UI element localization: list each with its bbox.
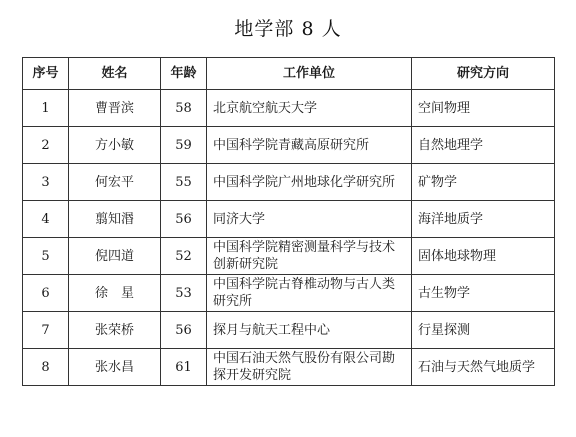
- cell-age: 58: [161, 90, 207, 127]
- header-name: 姓名: [69, 58, 161, 90]
- cell-age: 61: [161, 349, 207, 386]
- cell-field: 石油与天然气地质学: [412, 349, 555, 386]
- cell-field: 自然地理学: [412, 127, 555, 164]
- cell-unit: 中国石油天然气股份有限公司勘探开发研究院: [207, 349, 412, 386]
- cell-unit: 中国科学院青藏高原研究所: [207, 127, 412, 164]
- cell-name: 徐 星: [69, 275, 161, 312]
- header-row: [23, 58, 555, 90]
- table-row: [23, 164, 555, 201]
- cell-name: 方小敏: [69, 127, 161, 164]
- cell-name: 曹晋滨: [69, 90, 161, 127]
- table-body: [23, 90, 555, 386]
- cell-age: 59: [161, 127, 207, 164]
- header-no: 序号: [23, 58, 69, 90]
- cell-age: 52: [161, 238, 207, 275]
- members-table: [22, 57, 555, 386]
- cell-age: 56: [161, 312, 207, 349]
- cell-age: 56: [161, 201, 207, 238]
- cell-no: 1: [23, 90, 69, 127]
- cell-field: 行星探测: [412, 312, 555, 349]
- cell-no: 8: [23, 349, 69, 386]
- cell-field: 海洋地质学: [412, 201, 555, 238]
- cell-unit: 同济大学: [207, 201, 412, 238]
- cell-no: 6: [23, 275, 69, 312]
- table-row: [23, 349, 555, 386]
- page-title: 地学部 8 人: [234, 18, 342, 40]
- cell-unit: 中国科学院广州地球化学研究所: [207, 164, 412, 201]
- cell-age: 53: [161, 275, 207, 312]
- table-header: [23, 58, 555, 90]
- cell-field: 固体地球物理: [412, 238, 555, 275]
- cell-age: 55: [161, 164, 207, 201]
- cell-name: 倪四道: [69, 238, 161, 275]
- cell-no: 2: [23, 127, 69, 164]
- cell-no: 4: [23, 201, 69, 238]
- cell-no: 3: [23, 164, 69, 201]
- cell-unit: 中国科学院精密测量科学与技术创新研究院: [207, 238, 412, 275]
- table-row: [23, 90, 555, 127]
- cell-unit: 北京航空航天大学: [207, 90, 412, 127]
- cell-unit: 探月与航天工程中心: [207, 312, 412, 349]
- cell-name: 张荣桥: [69, 312, 161, 349]
- cell-field: 矿物学: [412, 164, 555, 201]
- header-age: 年龄: [161, 58, 207, 90]
- cell-name: 何宏平: [69, 164, 161, 201]
- cell-no: 5: [23, 238, 69, 275]
- cell-field: 古生物学: [412, 275, 555, 312]
- cell-field: 空间物理: [412, 90, 555, 127]
- cell-name: 张水昌: [69, 349, 161, 386]
- cell-unit: 中国科学院古脊椎动物与古人类研究所: [207, 275, 412, 312]
- table-row: [23, 201, 555, 238]
- cell-no: 7: [23, 312, 69, 349]
- header-unit: 工作单位: [207, 58, 412, 90]
- table-row: [23, 238, 555, 275]
- header-field: 研究方向: [412, 58, 555, 90]
- table-row: [23, 312, 555, 349]
- table-row: [23, 127, 555, 164]
- cell-name: 翦知湣: [69, 201, 161, 238]
- table-row: [23, 275, 555, 312]
